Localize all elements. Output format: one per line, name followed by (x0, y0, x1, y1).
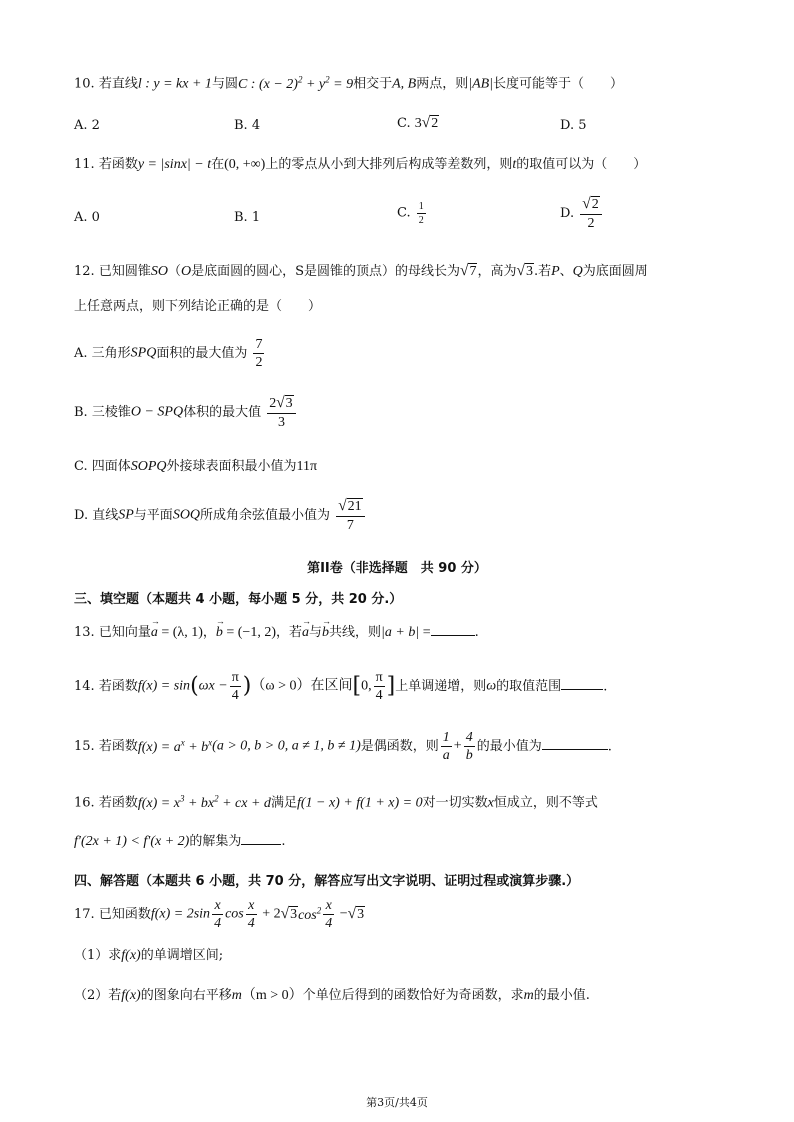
fraction-7-2: $\frac{7}{2}$ (255, 337, 263, 371)
section-4-title: 四、解答题（本题共 6 小题，共 70 分，解答应写出文字说明、证明过程或演算步骤.） (74, 874, 580, 889)
answer-blank[interactable] (431, 623, 475, 636)
q12-line2: 上任意两点，则下列结论正确的是（ ） (74, 299, 322, 314)
q12-option-b: B. 三棱锥O − SPQ体积的最大值 $\frac{2√3}{3}$ (74, 395, 298, 430)
q12-text: 是底面圆的圆心，S是圆锥的顶点）的母线长为 (191, 264, 461, 279)
vector-b: → b (216, 625, 223, 642)
height: √3 (516, 262, 533, 279)
vector-sum-abs: |a + b| (381, 625, 420, 640)
q12-option-c: C. 四面体SOPQ外接球表面积最小值为11π (74, 459, 318, 474)
question-number: 12. (74, 264, 95, 279)
point-o: O (180, 264, 192, 279)
question-11 (74, 157, 646, 174)
variable-t: t (512, 157, 517, 172)
q11-option-a: A. 0 (74, 210, 100, 225)
question-number: 11. (74, 157, 95, 172)
q12-text: 已知圆锥 (98, 264, 151, 279)
q16-line2: f′(2x + 1) < f′(x + 2)的解集为 . (74, 834, 286, 849)
vector-a: → a (151, 625, 158, 642)
fraction-1-a: $\frac{1}{a}$ (442, 730, 450, 764)
q11-option-c: C. $\frac{1}{2}$ (397, 201, 424, 226)
q11-text: 若函数 (98, 157, 138, 172)
fraction-root2-over-2: $\frac{√2}{2}$ (580, 196, 601, 231)
question-number: 17. (74, 907, 95, 923)
question-number: 16. (74, 795, 95, 811)
q17-part1: （1）求f(x)的单调增区间; (74, 948, 224, 963)
fraction-2root3-3: $\frac{2√3}{3}$ (267, 395, 295, 430)
option-c-math: 3√2 (414, 114, 439, 131)
fraction-one-half: $\frac{1}{2}$ (418, 201, 424, 226)
fraction-4-b: $\frac{4}{b}$ (465, 730, 473, 764)
slant-length: √7 (460, 262, 477, 279)
fraction-root21-7: $\frac{√21}{7}$ (336, 498, 364, 533)
question-number: 15. (74, 739, 95, 755)
q10-text: 与圆 (211, 76, 238, 92)
q10-option-d: D. 5 (560, 118, 587, 133)
q12-option-d: D. 直线SP与平面SOQ所成角余弦值最小值为 $\frac{√21}{7}$ (74, 498, 367, 533)
q11-text: 在 (211, 157, 225, 172)
q11-text: 上的零点从小到大排列后构成等差数列，则 (265, 157, 513, 172)
cone-so: SO (150, 264, 168, 279)
question-number: 10. (74, 76, 95, 92)
page-footer: 第3页/共4页 (366, 1096, 428, 1109)
point-p: P (551, 264, 560, 279)
q10-text: 若直线 (98, 76, 138, 92)
answer-blank[interactable] (542, 737, 608, 750)
question-14: 14. 若函数f(x) = sin(ωx − $\frac{\pi}{4}$ )（ω > 0）在区间[0, $\frac{\pi}{4}$ ]上单调递增，则ω的取值范围 . (74, 670, 608, 704)
question-number: 14. (74, 679, 95, 695)
question-16: 16. 若函数$f(x) = x^3 + bx^2$ + cx + d满足f(1 − x) + f(1 + x) = 0对一切实数x恒成立，则不等式 (74, 793, 598, 811)
line-equation: l : y = kx + 1 (137, 76, 212, 92)
question-number: 13. (74, 625, 95, 640)
q12-option-a: A. 三角形SPQ面积的最大值为 $\frac{7}{2}$ (74, 337, 263, 371)
section-3-title: 三、填空题（本题共 4 小题，每小题 5 分，共 20 分.） (74, 592, 403, 607)
question-12: 12. 已知圆锥SO（O是底面圆的圆心，S是圆锥的顶点）的母线长为√7，高为√3.若P、Q为底面圆周 (74, 262, 648, 279)
q10-option-a: A. 2 (74, 118, 100, 133)
question-13: 13. 已知向量→ a = (λ, 1)，→ b = (−1, 2)，若→ a与→ b共线，则|a + b| = . (74, 623, 479, 642)
question-10 (74, 74, 623, 93)
question-15: 15. 若函数$f(x) = a^x + b^x(a > 0$, b > 0, a ≠ 1, b ≠ 1)是偶函数，则 $\frac{1}{a}$ + $\frac{4}{b}$ 的最小值为 . (74, 730, 612, 764)
function-expression: y = |sinx| − t (137, 157, 212, 172)
interval: (0, +∞) (224, 157, 266, 172)
fraction-pi-4: $\frac{\pi}{4}$ (231, 670, 239, 704)
q10-text: 相交于 (353, 76, 393, 92)
q11-option-d: D. $\frac{√2}{2}$ (560, 196, 604, 231)
point-q: Q (572, 264, 583, 279)
points-ab: A, B (392, 76, 417, 92)
q11-option-b: B. 1 (234, 210, 261, 225)
answer-blank[interactable] (241, 832, 281, 845)
q10-text: 两点，则 (416, 76, 469, 92)
question-17: 17. 已知函数f(x) = 2sin $\frac{x}{4}$ cos $\frac{x}{4}$ + $2√3\cos^2$ $\frac{x}{4}$ −√3 (74, 898, 365, 932)
q17-part2: （2）若f(x)的图象向右平移m（m > 0）个单位后得到的函数恰好为奇函数，求m的最小值. (74, 988, 590, 1003)
q10-option-b: B. 4 (234, 118, 261, 133)
q10-text: 长度可能等于（ ） (493, 76, 624, 92)
q11-text: 的取值可以为（ ） (516, 157, 647, 172)
section-2-title: 第II卷（非选择题 共 90 分） (307, 561, 487, 576)
q10-option-c: C. 3√2 (397, 114, 439, 131)
chord-length: |AB| (468, 76, 494, 92)
answer-blank[interactable] (561, 677, 603, 690)
circle-equation: C : $(x - 2)^2 + y^2 = 9$ (237, 74, 354, 92)
